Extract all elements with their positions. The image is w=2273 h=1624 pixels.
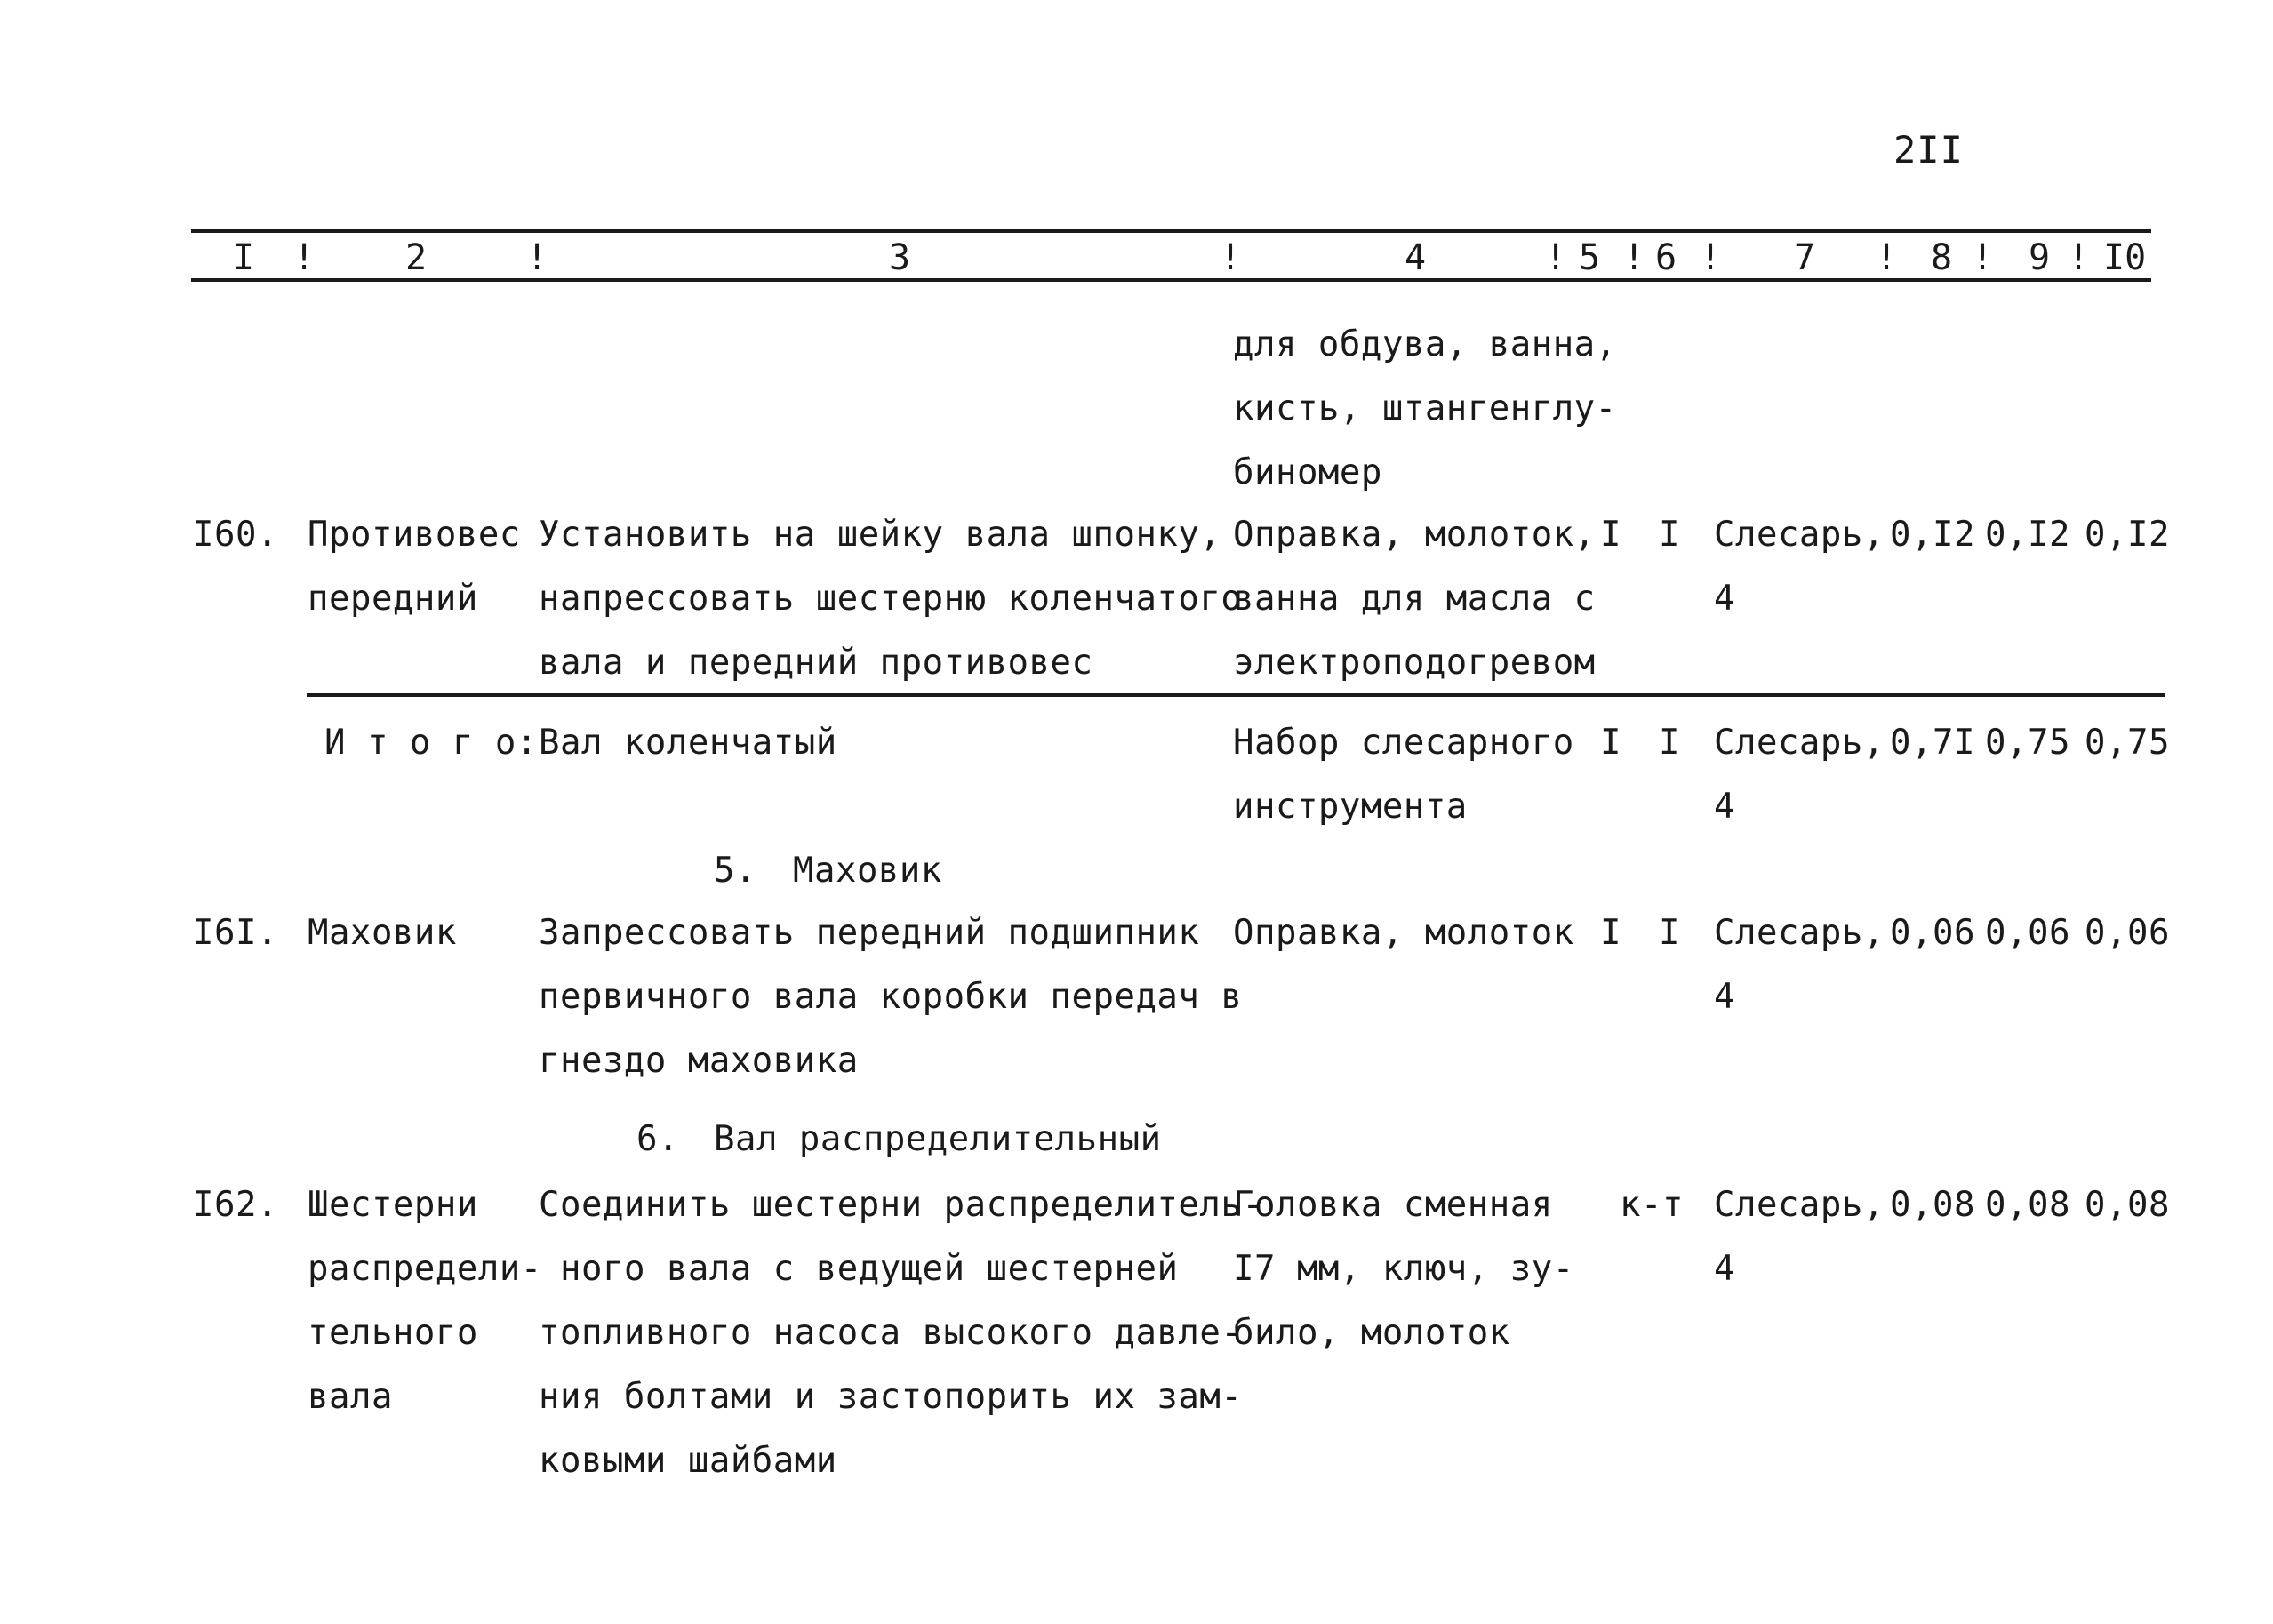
part-line: Маховик: [308, 913, 457, 953]
header-sep: !: [1220, 237, 1242, 278]
operation-line: напрессовать шестерню коленчатого: [539, 579, 1243, 619]
operation-line: Запрессовать передний подшипник: [539, 913, 1200, 953]
header-sep: !: [526, 237, 548, 278]
subtotal-rule: [307, 693, 2165, 697]
section-title: Вал распределительный: [714, 1119, 1162, 1159]
tool-line: било, молоток: [1233, 1313, 1510, 1353]
operation-line: первичного вала коробки передач в: [539, 977, 1243, 1017]
header-col-8: 8: [1931, 237, 1953, 278]
tool-line: ванна для масла с: [1233, 579, 1596, 619]
tool-line: Набор слесарного: [1233, 723, 1574, 763]
col9-value: 0,08: [1985, 1185, 2070, 1225]
header-col-7: 7: [1794, 237, 1816, 278]
page-number: 2II: [1893, 128, 1964, 172]
header-col-9: 9: [2029, 237, 2051, 278]
worker-line: Слесарь,: [1714, 515, 1885, 555]
col9-value: 0,I2: [1985, 515, 2070, 555]
header-col-1: I: [233, 237, 255, 278]
tool-line: Головка сменная: [1233, 1185, 1553, 1225]
tool-line: электроподогревом: [1233, 643, 1596, 683]
header-sep: !: [1623, 237, 1645, 278]
header-sep: !: [1545, 237, 1567, 278]
operation-line: ного вала с ведущей шестерней: [560, 1249, 1179, 1289]
worker-line: 4: [1714, 787, 1735, 827]
tool-line: I7 мм, ключ, зу-: [1233, 1249, 1574, 1289]
operation-line: Вал коленчатый: [539, 723, 837, 763]
header-col-4: 4: [1405, 237, 1427, 278]
col8-value: 0,7I: [1890, 723, 1975, 763]
header-col-10: I0: [2103, 237, 2147, 278]
worker-line: Слесарь,: [1714, 723, 1885, 763]
header-bottom-rule: [191, 278, 2151, 282]
header-sep: !: [1876, 237, 1898, 278]
row-number: I62.: [193, 1185, 278, 1225]
tool-line: Оправка, молоток,: [1233, 515, 1596, 555]
col8-value: 0,I2: [1890, 515, 1975, 555]
col10-value: 0,06: [2085, 913, 2170, 953]
col9-value: 0,75: [1985, 723, 2070, 763]
operation-line: топливного насоса высокого давле-: [539, 1313, 1243, 1353]
operation-line: ковыми шайбами: [539, 1441, 837, 1481]
col10-value: 0,75: [2085, 723, 2170, 763]
operation-line: Установить на шейку вала шпонку,: [539, 515, 1221, 555]
part-line: Шестерни: [308, 1185, 478, 1225]
col10-value: 0,08: [2085, 1185, 2170, 1225]
operation-line: гнездо маховика: [539, 1041, 859, 1081]
header-sep: !: [2068, 237, 2090, 278]
operation-line: вала и передний противовес: [539, 643, 1093, 683]
section-number: 5.: [714, 851, 756, 891]
operation-line: Соединить шестерни распределитель-: [539, 1185, 1264, 1225]
col5-value: I: [1600, 515, 1621, 555]
worker-line: 4: [1714, 1249, 1735, 1289]
tool-line: Оправка, молоток: [1233, 913, 1574, 953]
operation-line: ния болтами и застопорить их зам-: [539, 1377, 1243, 1417]
header-sep: !: [1972, 237, 1994, 278]
row-number: I6I.: [193, 913, 278, 953]
header-col-6: 6: [1655, 237, 1677, 278]
col5-value: I: [1600, 913, 1621, 953]
tool-line: биномер: [1233, 452, 1382, 492]
col9-value: 0,06: [1985, 913, 2070, 953]
part-line: вала: [308, 1377, 393, 1417]
worker-line: Слесарь,: [1714, 913, 1885, 953]
col5-value: I: [1600, 723, 1621, 763]
tool-line: инструмента: [1233, 787, 1468, 827]
worker-line: 4: [1714, 579, 1735, 619]
part-line: распредели-: [308, 1249, 542, 1289]
header-col-5: 5: [1579, 237, 1601, 278]
worker-line: Слесарь,: [1714, 1185, 1885, 1225]
section-title: Маховик: [793, 851, 942, 891]
col6-value: I: [1659, 913, 1680, 953]
col8-value: 0,08: [1890, 1185, 1975, 1225]
part-line: тельного: [308, 1313, 478, 1353]
col6-value: I: [1659, 723, 1680, 763]
header-col-3: 3: [889, 237, 911, 278]
col6-value: I: [1659, 515, 1680, 555]
total-label: И т о г о:: [324, 723, 538, 763]
section-number: 6.: [636, 1119, 679, 1159]
tool-line: для обдува, ванна,: [1233, 324, 1617, 364]
header-top-rule: [191, 229, 2151, 233]
col8-value: 0,06: [1890, 913, 1975, 953]
row-number: I60.: [193, 515, 278, 555]
header-sep: !: [293, 237, 316, 278]
col56-value: к-т: [1620, 1185, 1684, 1225]
header-sep: !: [1700, 237, 1722, 278]
header-col-2: 2: [405, 237, 428, 278]
worker-line: 4: [1714, 977, 1735, 1017]
col10-value: 0,I2: [2085, 515, 2170, 555]
tool-line: кисть, штангенглу-: [1233, 388, 1617, 428]
part-line: Противовес: [308, 515, 521, 555]
part-line: передний: [308, 579, 478, 619]
